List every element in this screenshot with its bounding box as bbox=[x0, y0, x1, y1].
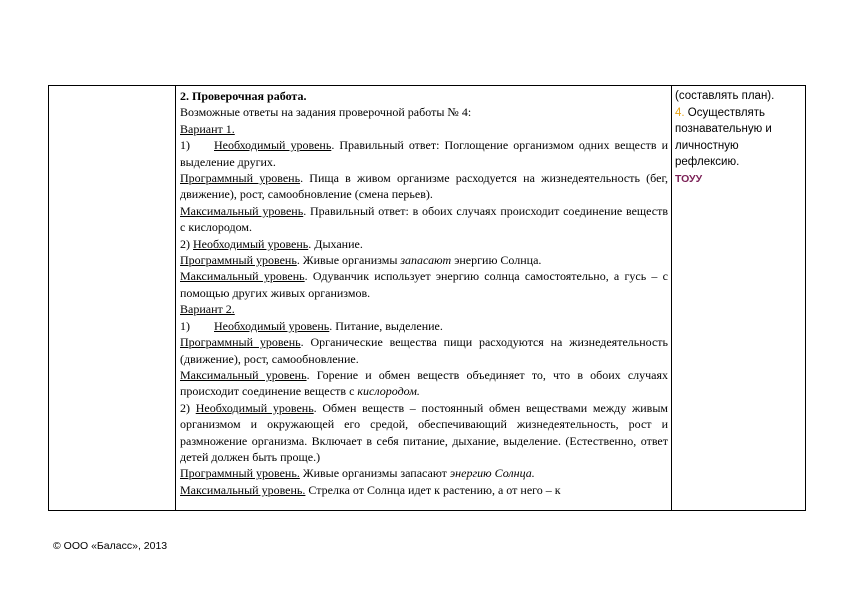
v1-task1-max: Максимальный уровень. Правильный ответ: в обоих случаях происходит соединение веществ с кислородом. bbox=[180, 203, 669, 235]
v1-task2-basic: 2) Необходимый уровень. Дыхание. bbox=[180, 236, 363, 251]
v2-task2-max: Максимальный уровень. Стрелка от Солнца идет к растению, а от него – к bbox=[180, 482, 561, 497]
skills-tag: ТОУУ bbox=[675, 172, 703, 185]
v2-task2-basic: 2) Необходимый уровень. Обмен веществ – постоянный обмен веществами между живым организмом и окружающей его средой, обеспечивающий жизнедеятельность, рост и размножение организма. Включает в себя питание, дыхание, выделение. (Естественно, ответ детей должен быть проще.) bbox=[180, 400, 668, 464]
copyright-footer: © ООО «Баласс», 2013 bbox=[53, 540, 168, 552]
skills-line-1: (составлять план). bbox=[675, 90, 775, 102]
table-row bbox=[49, 86, 806, 511]
intro-text: Возможные ответы на задания проверочной работы № 4: bbox=[180, 105, 472, 120]
stage-cell bbox=[49, 86, 176, 511]
v2-task2-program: Программный уровень. Живые организмы запасают энергию Солнца. bbox=[180, 466, 535, 481]
v1-task2-max: Максимальный уровень. Одуванчик использует энергию солнца самостоятельно, а гусь – с помощью других живых организмов. bbox=[180, 269, 668, 300]
section-heading: 2. Проверочная работа. bbox=[180, 89, 307, 103]
skills-item-4: 4. Осуществлять познавательную и личностную рефлексию. bbox=[675, 106, 772, 168]
skills-number: 4. bbox=[675, 106, 685, 119]
lesson-table bbox=[48, 85, 806, 511]
variant-1-heading: Вариант 1. bbox=[180, 121, 235, 136]
skills-cell bbox=[672, 86, 806, 511]
v2-task1-program: Программный уровень. Органические вещества пищи расходуются на жизнедеятельность (движение), рост, самообновление. bbox=[180, 335, 668, 366]
content-cell bbox=[176, 86, 672, 511]
v1-task2-program: Программный уровень. Живые организмы запасают энергию Солнца. bbox=[180, 253, 542, 268]
v1-task1-basic: 1) Необходимый уровень. Правильный ответ: Поглощение организмом одних веществ и выделение других. bbox=[180, 138, 669, 169]
v2-task1-max: Максимальный уровень. Горение и обмен веществ объединяет то, что в обоих случаях происходит соединение веществ с кислородом. bbox=[180, 367, 669, 399]
v1-task1-program: Программный уровень. Пища в живом организме расходуется на жизнедеятельность (бег, движение), рост, самообновление (смена перьев). bbox=[180, 171, 669, 202]
variant-2-heading: Вариант 2. bbox=[180, 302, 235, 317]
v2-task1-basic: 1) Необходимый уровень. Питание, выделение. bbox=[180, 318, 443, 333]
